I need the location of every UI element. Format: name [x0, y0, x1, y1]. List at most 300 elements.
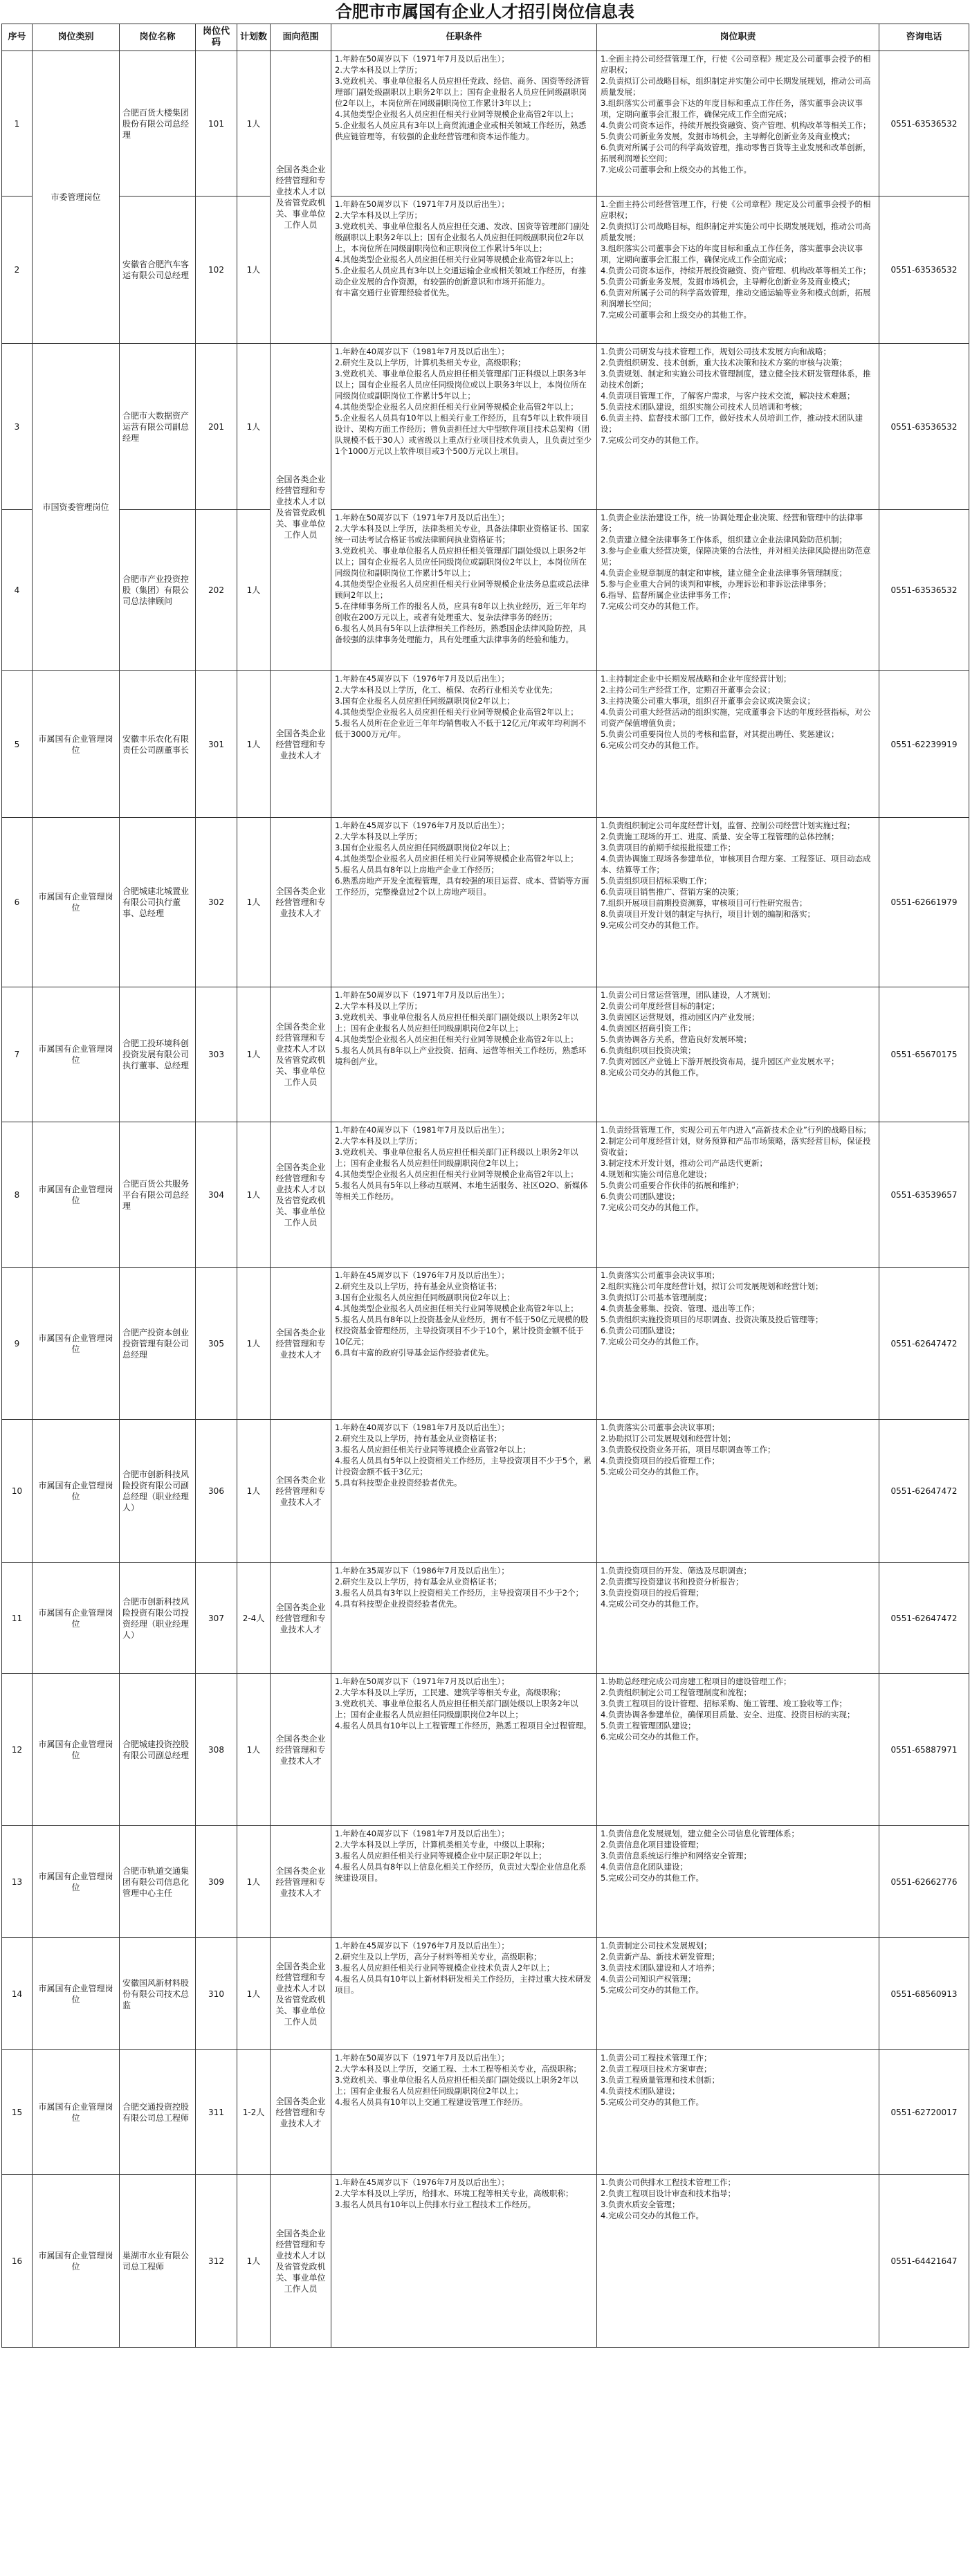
row-category: 市属国有企业管理岗位 — [33, 1826, 120, 1938]
duty-item: 6.负责对所属子公司的科学高效管理，推动零售百货等主业发展和改革创新，拓展利润增长空间； — [601, 143, 871, 163]
duty-item: 4.负责园区招商引资工作； — [601, 1023, 696, 1033]
row-range: 全国各类企业经营管理和专业技术人才以及省管党政机关、事业单位工作人员 — [271, 344, 331, 671]
row-no: 10 — [2, 1420, 33, 1563]
row-range: 全国各类企业经营管理和专业技术人才以及省管党政机关、事业单位工作人员 — [271, 1938, 331, 2050]
row-phone: 0551-63536532 — [879, 510, 969, 671]
row-phone: 0551-62662776 — [879, 1826, 969, 1938]
row-phone: 0551-65887971 — [879, 1674, 969, 1826]
condition-item: 5.报名人员具有8年以上房地产企业工作经历； — [335, 865, 499, 875]
condition-item: 3.报名人员应担任相关行业同等规模企业技术负责人2年以上； — [335, 1963, 555, 1973]
condition-item: 4.其他类型企业报名人员应担任相关行业同等规模企业高管2年以上； — [335, 109, 578, 119]
condition-item: 5.报名人员所在企业近三年年均销售收入不低于12亿元/年或年均利润不低于3000万元/年。 — [335, 718, 586, 739]
duty-item: 2.负责建立健全法律事务工作体系，组织建立企业法律风险防范机制； — [601, 535, 847, 545]
row-code: 312 — [196, 2175, 237, 2348]
row-phone: 0551-62661979 — [879, 818, 969, 987]
row-conditions — [331, 1420, 597, 1563]
row-phone: 0551-64421647 — [879, 2175, 969, 2348]
row-conditions — [331, 818, 597, 987]
condition-item: 1.年龄在50周岁以下（1971年7月及以后出生）； — [335, 1677, 509, 1686]
condition-item: 1.年龄在50周岁以下（1971年7月及以后出生）； — [335, 199, 509, 209]
header-phone: 咨询电话 — [879, 24, 969, 51]
row-category: 市委管理岗位 — [33, 51, 120, 344]
condition-item: 2.研究生及以上学历，计算机类相关专业，高级职称； — [335, 358, 526, 367]
condition-item: 5.企业报名人员应具有3年以上商贸流通企业或相关领域工作经历，熟悉供应链管理等，有较强的企业经营管理和资本运作能力。 — [335, 120, 587, 141]
condition-item: 6.熟悉房地产开发全流程管理，具有较强的项目运营、成本、营销等方面工作经历，完整操盘过2个以上房地产项目。 — [335, 876, 589, 897]
table-row — [2, 1268, 969, 1420]
duty-item: 6.完成公司交办的其他工作。 — [601, 1732, 704, 1742]
row-duties — [597, 1674, 879, 1826]
row-name: 合肥市大数据资产运营有限公司副总经理 — [120, 344, 196, 510]
row-conditions — [331, 1268, 597, 1420]
duty-item: 3.负责园区运营规划，推动园区内产业发展； — [601, 1012, 760, 1022]
duty-item: 6.完成公司交办的其他工作。 — [601, 740, 704, 750]
duty-item: 5.负责组织实施投资项目的尽职调查、投资决策及投后管理等； — [601, 1315, 823, 1324]
duty-item: 5.完成公司交办的其他工作。 — [601, 2097, 704, 2107]
row-count: 1人 — [237, 1122, 271, 1268]
row-duties — [597, 344, 879, 510]
duty-item: 3.负责规划、制定和实施公司技术管理制度，建立健全技术研发管理体系，推动技术创新； — [601, 369, 871, 390]
condition-item: 2.大学本科及以上学历，化工、植保、农药行业相关专业优先； — [335, 685, 558, 695]
row-conditions — [331, 1674, 597, 1826]
duty-item: 1.负责投资项目的开发、筛选及尽职调查； — [601, 1566, 751, 1575]
row-duties — [597, 1122, 879, 1268]
condition-item: 5.企业报名人员具有10年以上相关行业工作经历，且有5年以上软件项目设计、架构方面工作经历；曾负责担任过大中型软件项目技术总架构（团队规模不低于30人）或省级以上重点行业项目技术负责人，且负责过至少1个1000万元以上软件项目或3个500万元以上项目。 — [335, 413, 592, 456]
row-duties — [597, 1938, 879, 2050]
row-phone: 0551-62647472 — [879, 1420, 969, 1563]
duty-item: 3.组织落实公司董事会下达的年度目标和重点工作任务，落实董事会决议事项，定期向董事会汇报工作，确保完成工作全面完成； — [601, 98, 863, 119]
row-name: 合肥市创新科技风险投资有限公司副总经理（职业经理人） — [120, 1420, 196, 1563]
condition-item: 3.报名人员具有3年以上投资相关工作经历，主导投资项目不少于2个； — [335, 1588, 584, 1598]
table-row — [2, 2050, 969, 2175]
condition-item: 3.党政机关、事业单位报名人员应担任相关部门正科级以上职务2年以上；国有企业报名人员应担任同级副职岗位2年以上； — [335, 1147, 578, 1168]
duty-item: 4.负责投资项目的投后管理工作； — [601, 1456, 720, 1465]
row-code: 301 — [196, 671, 237, 818]
duty-item: 4.负责公司重大经营活动的组织实施，完成董事会下达的年度经营指标，对公司资产保值增值负责； — [601, 707, 871, 728]
condition-item: 4.报名人员具有10年以上新材料研发相关工作经历，主持过重大技术研发项目。 — [335, 1974, 592, 1995]
duty-item: 7.完成公司董事会和上级交办的其他工作。 — [601, 310, 751, 320]
row-range: 全国各类企业经营管理和专业技术人才以及省管党政机关、事业单位工作人员 — [271, 1122, 331, 1268]
duty-item: 6.负责项目销售推广、营销方案的决策； — [601, 887, 744, 897]
duty-item: 4.负责信息化团队建设； — [601, 1862, 688, 1872]
duty-item: 5.负责公司重要岗位人员的考核和监督，对其提出聘任、奖惩建议； — [601, 729, 839, 739]
row-duties — [597, 671, 879, 818]
row-phone: 0551-68560913 — [879, 1938, 969, 2050]
duty-item: 8.负责项目开发计划的制定与执行，项目计划的编制和落实； — [601, 909, 815, 919]
duty-item: 3.主持决策公司重大事项，组织召开董事会会议或决策会议； — [601, 696, 815, 706]
duty-item: 4.负责项目管理工作，了解客户需求，与客户技术交流，解决技术难题； — [601, 391, 855, 401]
row-duties — [597, 1420, 879, 1563]
duty-item: 1.负责公司工程技术管理工作； — [601, 2053, 712, 2063]
duty-item: 2.负责工程项目技术方案审查； — [601, 2064, 712, 2074]
row-conditions — [331, 1826, 597, 1938]
duty-item: 7.完成公司交办的其他工作。 — [601, 1203, 704, 1212]
row-conditions — [331, 1563, 597, 1674]
table-row — [2, 1674, 969, 1826]
row-no: 7 — [2, 987, 33, 1122]
jobs-table — [1, 24, 969, 2348]
condition-item: 3.党政机关、事业单位报名人员应担任相关管理部门正科级以上职务3年以上；国有企业报名人员应任同级岗位或以上职务3年以上，本岗位所在同级岗位或副职岗位工作累计5年以上； — [335, 369, 587, 401]
duty-item: 3.负责工程质量管理和技术创新； — [601, 2075, 720, 2085]
duty-item: 3.制定技术开发计划，推动公司产品迭代更新； — [601, 1158, 767, 1168]
duty-item: 2.负责施工现场的开工、进度、质量、安全等工程管理的总体控制； — [601, 832, 839, 841]
row-phone: 0551-63536532 — [879, 197, 969, 344]
condition-item: 4.其他类型企业报名人员应担任相关行业同等规模企业高管2年以上； — [335, 255, 578, 264]
duty-item: 6.指导、监督所属企业法律事务工作； — [601, 590, 735, 600]
row-range: 全国各类企业经营管理和专业技术人才 — [271, 1563, 331, 1674]
row-count: 1人 — [237, 1674, 271, 1826]
condition-item: 1.年龄在45周岁以下（1976年7月及以后出生）； — [335, 1270, 509, 1280]
row-count: 1人 — [237, 1826, 271, 1938]
duty-item: 1.负责组织制定公司年度经营计划，监督、控制公司经营计划实施过程； — [601, 821, 855, 830]
condition-item: 1.年龄在45周岁以下（1976年7月及以后出生）； — [335, 1941, 509, 1951]
row-code: 101 — [196, 51, 237, 197]
row-category: 市属国有企业管理岗位 — [33, 1563, 120, 1674]
duty-item: 1.协助总经理完成公司房建工程项目的建设管理工作； — [601, 1677, 791, 1686]
duty-item: 1.全面主持公司经营管理工作，行使《公司章程》规定及公司董事会授予的相应职权； — [601, 199, 871, 220]
row-category: 市属国有企业管理岗位 — [33, 1938, 120, 2050]
row-name: 合肥市创新科技风险投资有限公司投资经理（职业经理人） — [120, 1563, 196, 1674]
duty-item: 6.负责主持、监督技术部门工作，做好技术人员培训工作，推动技术团队建设； — [601, 413, 863, 434]
row-range: 全国各类企业经营管理和专业技术人才 — [271, 1420, 331, 1563]
row-count: 1人 — [237, 1268, 271, 1420]
row-category: 市属国有企业管理岗位 — [33, 2175, 120, 2348]
header-no: 序号 — [2, 24, 33, 51]
row-duties — [597, 2050, 879, 2175]
row-code: 305 — [196, 1268, 237, 1420]
duty-item: 3.负责股权投资业务开拓，项目尽职调查等工作； — [601, 1445, 776, 1454]
header-code: 岗位代码 — [196, 24, 237, 51]
row-conditions — [331, 1122, 597, 1268]
condition-item: 2.大学本科及以上学历，给排水、环境工程等相关专业，高级职称； — [335, 2189, 574, 2198]
row-phone: 0551-63539657 — [879, 1122, 969, 1268]
row-range: 全国各类企业经营管理和专业技术人才 — [271, 1268, 331, 1420]
condition-item: 5.企业报名人员应具有3年以上交通运输企业或相关领域工作经历，有推动企业发展的合作资源，有较强的创新意识和市场开拓能力。 — [335, 266, 587, 286]
row-name: 合肥城建北城置业有限公司执行董事、总经理 — [120, 818, 196, 987]
row-range: 全国各类企业经营管理和专业技术人才 — [271, 1674, 331, 1826]
condition-item: 5.报名人员具有8年以上产业投资、招商、运营等相关工作经历，熟悉环境科创产业。 — [335, 1045, 587, 1066]
row-name: 合肥交通投资控股有限公司总工程师 — [120, 2050, 196, 2175]
condition-item: 1.年龄在50周岁以下（1971年7月及以后出生）； — [335, 513, 509, 522]
duty-item: 2.负责新产品、新技术研发管理； — [601, 1952, 720, 1962]
row-count: 1人 — [237, 818, 271, 987]
page-title: 合肥市市属国有企业人才招引岗位信息表 — [336, 2, 634, 21]
duty-item: 1.主持制定企业中长期发展战略和企业年度经营计划； — [601, 674, 791, 684]
condition-item: 2.大学本科及以上学历； — [335, 1136, 422, 1146]
row-count: 1人 — [237, 51, 271, 197]
condition-item: 1.年龄在45周岁以下（1976年7月及以后出生）； — [335, 2177, 509, 2187]
row-no: 1 — [2, 51, 33, 197]
duty-item: 1.负责公司供排水工程技术管理工作； — [601, 2177, 735, 2187]
duty-item: 3.负责项目的前期手续报批报建工作； — [601, 843, 735, 852]
duty-item: 5.完成公司交办的其他工作。 — [601, 1467, 704, 1477]
duty-item: 5.负责技术团队建设，组织实施公司技术人员培训和考核； — [601, 402, 807, 412]
condition-item: 2.研究生及以上学历，持有基金从业资格证书； — [335, 1577, 502, 1587]
row-no: 15 — [2, 2050, 33, 2175]
row-category: 市属国有企业管理岗位 — [33, 1674, 120, 1826]
duty-item: 1.负责公司研发与技术管理工作，规划公司技术发展方向和战略； — [601, 347, 831, 356]
duty-item: 7.完成公司交办的其他工作。 — [601, 435, 704, 445]
condition-item: 5.报名人员具有5年以上移动互联网、本地生活服务、社区O2O、新媒体等相关工作经历。 — [335, 1180, 588, 1201]
row-code: 307 — [196, 1563, 237, 1674]
table-row — [2, 344, 969, 510]
condition-item: 3.党政机关、事业单位报名人员应担任党政、经信、商务、国资等经济管理部门副处级副职以上职务2年以上；国有企业报名人员应任同级副职岗位2年以上，本岗位所在同级副职岗位工作累计3年以上； — [335, 76, 589, 108]
row-category: 市国资委管理岗位 — [33, 344, 120, 671]
header-name: 岗位名称 — [120, 24, 196, 51]
row-category: 市属国有企业管理岗位 — [33, 1420, 120, 1563]
table-row — [2, 510, 969, 671]
row-no: 13 — [2, 1826, 33, 1938]
duty-item: 2.负责组织研发、技术创新，重大技术决策和技术方案的审核与决策； — [601, 358, 847, 367]
row-name: 合肥工投环境科创投资发展有限公司执行董事、总经理 — [120, 987, 196, 1122]
row-code: 309 — [196, 1826, 237, 1938]
row-category: 市属国有企业管理岗位 — [33, 987, 120, 1122]
row-code: 202 — [196, 510, 237, 671]
duty-item: 1.负责制定公司技术发展规划； — [601, 1941, 712, 1951]
row-duties — [597, 51, 879, 197]
row-code: 306 — [196, 1420, 237, 1563]
row-duties — [597, 1563, 879, 1674]
row-no: 14 — [2, 1938, 33, 2050]
row-name: 安徽国风新材料股份有限公司技术总监 — [120, 1938, 196, 2050]
duty-item: 7.组织开展项目前期投资测算，审核项目可行性研究报告； — [601, 898, 807, 908]
duty-item: 5.负责协调各方关系，营造良好发展环境； — [601, 1034, 751, 1044]
condition-item: 5.具有科技型企业投资经验者优先。 — [335, 1478, 462, 1488]
condition-item: 4.其他类型企业报名人员应担任相关行业同等规模企业高管2年以上； — [335, 854, 578, 864]
duty-item: 5.负责工程管理团队建设； — [601, 1721, 696, 1730]
duty-item: 8.完成公司交办的其他工作。 — [601, 1068, 704, 1077]
duty-item: 4.完成公司交办的其他工作。 — [601, 1599, 704, 1609]
table-row — [2, 671, 969, 818]
condition-item: 2.大学本科及以上学历； — [335, 65, 422, 75]
duty-item: 2.制定公司年度经营计划，财务预算和产品市场策略，落实经营目标，保证投资收益； — [601, 1136, 871, 1157]
row-name: 合肥百货公共服务平台有限公司总经理 — [120, 1122, 196, 1268]
row-no: 8 — [2, 1122, 33, 1268]
condition-item: 2.研究生及以上学历，持有基金从业资格证书； — [335, 1434, 502, 1443]
condition-item: 3.国有企业报名人员应担任同级副职岗位2年以上； — [335, 843, 515, 852]
condition-item: 4.报名人员具有10年以上工程管理工作经历，熟悉工程项目全过程管理。 — [335, 1721, 592, 1730]
duty-item: 4.规划和实施公司信息化建设； — [601, 1169, 712, 1179]
row-range: 全国各类企业经营管理和专业技术人才以及省管党政机关、事业单位工作人员 — [271, 51, 331, 344]
header-count: 计划数 — [237, 24, 271, 51]
condition-item: 3.国有企业报名人员应担任同级副职岗位2年以上； — [335, 696, 515, 706]
duty-item: 2.负责组织制定公司工程管理制度和流程； — [601, 1688, 751, 1697]
row-conditions — [331, 987, 597, 1122]
header-conditions: 任职条件 — [331, 24, 597, 51]
row-phone: 0551-65670175 — [879, 987, 969, 1122]
row-name: 合肥市产业投资控股（集团）有限公司总法律顾问 — [120, 510, 196, 671]
row-code: 302 — [196, 818, 237, 987]
condition-item: 3.党政机关、事业单位报名人员应担任相关管理部门副处级以上职务2年以上；国有企业报名人员应任同级岗位或副职岗位2年以上，本岗位所在同级岗位和副职岗位工作累计5年以上； — [335, 546, 587, 578]
row-no: 11 — [2, 1563, 33, 1674]
duty-item: 4.负责协调各参建单位，确保项目质量、安全、进度、投资目标的实现； — [601, 1710, 855, 1719]
duty-item: 4.负责技术团队建设； — [601, 2086, 680, 2096]
duty-item: 2.负责公司年度经营目标的制定； — [601, 1001, 720, 1011]
duty-item: 3.负责拟订公司基本管理制度； — [601, 1292, 712, 1302]
condition-item: 有丰富交通行业管理经验者优先。 — [335, 288, 455, 298]
table-row — [2, 51, 969, 197]
duty-item: 4.负责基金募集、投资、管理、退出等工作； — [601, 1304, 760, 1313]
condition-item: 5.在律师事务所工作的报名人员，应具有8年以上执业经历，近三年年均创收在200万元以上，或者有处理重大、复杂法律事务的经历； — [335, 601, 587, 622]
condition-item: 2.研究生及以上学历，高分子材料等相关专业，高级职称； — [335, 1952, 542, 1962]
condition-item: 3.党政机关、事业单位报名人员应担任相关部门副处级以上职务2年以上；国有企业报名人员应担任同级副职岗位2年以上； — [335, 2075, 578, 2096]
duty-item: 1.负责公司日常运营管理，团队建设，人才规划； — [601, 990, 776, 1000]
row-conditions — [331, 197, 597, 344]
row-conditions — [331, 344, 597, 510]
table-row — [2, 197, 969, 344]
duty-item: 6.负责组织项目投资决策； — [601, 1045, 696, 1055]
condition-item: 1.年龄在40周岁以下（1981年7月及以后出生）； — [335, 1829, 509, 1838]
condition-item: 4.报名人员具有5年以上投资相关工作经历，主导投资项目不少于5个，累计投资金额不低于3亿元； — [335, 1456, 592, 1477]
row-category: 市属国有企业管理岗位 — [33, 1122, 120, 1268]
row-range: 全国各类企业经营管理和专业技术人才 — [271, 1826, 331, 1938]
row-count: 1人 — [237, 671, 271, 818]
row-range: 全国各类企业经营管理和专业技术人才 — [271, 2050, 331, 2175]
row-duties — [597, 1268, 879, 1420]
row-code: 310 — [196, 1938, 237, 2050]
row-name: 安徽省合肥汽车客运有限公司总经理 — [120, 197, 196, 344]
condition-item: 3.党政机关、事业单位报名人员应担任交通、发改、国资等管理部门副处级副职以上职务2年以上；国有企业报名人员应担任同级副职岗位2年以上，本岗位所在同级副职岗位和正职岗位工作累计5年以上； — [335, 221, 589, 253]
duty-item: 3.负责投资项目的投后管理； — [601, 1588, 704, 1598]
duty-item: 7.完成公司交办的其他工作。 — [601, 1337, 704, 1346]
row-code: 308 — [196, 1674, 237, 1826]
duty-item: 2.负责撰写投资建议书和投资分析报告； — [601, 1577, 744, 1587]
duty-item: 2.主持公司生产经营工作，定期召开董事会会议； — [601, 685, 776, 695]
condition-item: 5.报名人员具有8年以上投资基金从业经历，拥有不低于50亿元规模的股权投资基金管理经历，主导投资项目不少于10个，累计投资金额不低于10亿元； — [335, 1315, 589, 1346]
table-row — [2, 1938, 969, 2050]
row-duties — [597, 197, 879, 344]
condition-item: 2.大学本科及以上学历，法律类相关专业，具备法律职业资格证书、国家统一司法考试合格证书或法律顾问执业资格证书； — [335, 524, 589, 545]
condition-item: 6.具有丰富的政府引导基金运作经验者优先。 — [335, 1348, 494, 1358]
duty-item: 4.负责公司资本运作，持续开展投资融资、资产管理、机构改革等相关工作； — [601, 120, 871, 130]
condition-item: 3.报名人员应担任相关行业同等规模企业中层正职2年以上； — [335, 1851, 547, 1861]
row-code: 201 — [196, 344, 237, 510]
row-code: 311 — [196, 2050, 237, 2175]
row-conditions — [331, 510, 597, 671]
duty-item: 2.负责工程项目设计审查和技术指导； — [601, 2189, 735, 2198]
condition-item: 3.党政机关、事业单位报名人员应担任相关部门副处级以上职务2年以上；国有企业报名人员应担任同级副职岗位2年以上； — [335, 1012, 578, 1033]
duty-item: 5.负责公司新业务发展，发掘市场机会，主导孵化创新业务及商业模式； — [601, 277, 855, 286]
row-duties — [597, 2175, 879, 2348]
row-phone: 0551-62647472 — [879, 1268, 969, 1420]
row-phone: 0551-63536532 — [879, 344, 969, 510]
condition-item: 4.其他类型企业报名人员应担任相关行业同等规模企业高管2年以上； — [335, 1034, 578, 1044]
table-row — [2, 1826, 969, 1938]
duty-item: 4.负责企业规章制度的制定和审核，建立健全企业法律事务管理制度； — [601, 568, 847, 578]
row-duties — [597, 1826, 879, 1938]
condition-item: 2.大学本科及以上学历； — [335, 1001, 422, 1011]
row-count: 2-4人 — [237, 1563, 271, 1674]
duty-item: 1.全面主持公司经营管理工作，行使《公司章程》规定及公司董事会授予的相应职权； — [601, 54, 871, 75]
row-count: 1-2人 — [237, 2050, 271, 2175]
duty-item: 3.参与企业重大经营决策，保障决策的合法性，并对相关法律风险提出防范意见； — [601, 546, 871, 567]
duty-item: 4.负责公司知识产权管理； — [601, 1974, 696, 1984]
duty-item: 1.负责经营管理工作，实现公司五年内进入“高新技术企业”行列的战略目标； — [601, 1125, 871, 1135]
duty-item: 2.负责拟订公司战略目标，组织制定并实施公司中长期发展规划，推动公司高质量发展； — [601, 76, 871, 97]
duty-item: 6.负责对所属子公司的科学高效管理，推动交通运输等业务和模式创新，拓展利润增长空间； — [601, 288, 871, 309]
condition-item: 1.年龄在50周岁以下（1971年7月及以后出生）； — [335, 990, 509, 1000]
row-category: 市属国有企业管理岗位 — [33, 2050, 120, 2175]
row-conditions — [331, 1938, 597, 2050]
duty-item: 1.负责企业法治建设工作，统一协调处理企业决策、经营和管理中的法律事务； — [601, 513, 863, 533]
header-category: 岗位类别 — [33, 24, 120, 51]
row-phone: 0551-62239919 — [879, 671, 969, 818]
row-phone: 0551-62720017 — [879, 2050, 969, 2175]
row-range: 全国各类企业经营管理和专业技术人才 — [271, 671, 331, 818]
row-no: 9 — [2, 1268, 33, 1420]
row-range: 全国各类企业经营管理和专业技术人才 — [271, 818, 331, 987]
condition-item: 3.国有企业报名人员应担任同级副职岗位2年以上； — [335, 1292, 515, 1302]
condition-item: 1.年龄在45周岁以下（1976年7月及以后出生）； — [335, 674, 509, 684]
duty-item: 5.完成公司交办的其他工作。 — [601, 1873, 704, 1883]
duty-item: 1.负责落实公司董事会决议事项； — [601, 1423, 720, 1432]
condition-item: 2.大学本科及以上学历，工民建、建筑学等相关专业，高级职称； — [335, 1688, 565, 1697]
row-name: 合肥市轨道交通集团有限公司信息化管理中心主任 — [120, 1826, 196, 1938]
condition-item: 6.报名人员具有5年以上法律相关工作经历，熟悉国企法律风险防控，具备较强的法律事务处理能力，具有处理重大法律事务的经验和能力。 — [335, 623, 587, 644]
table-row — [2, 987, 969, 1122]
condition-item: 4.具有科技型企业投资经验者优先。 — [335, 1599, 462, 1609]
row-code: 303 — [196, 987, 237, 1122]
row-code: 304 — [196, 1122, 237, 1268]
row-count: 1人 — [237, 510, 271, 671]
row-category: 市属国有企业管理岗位 — [33, 671, 120, 818]
row-no: 2 — [2, 197, 33, 344]
row-category: 市属国有企业管理岗位 — [33, 818, 120, 987]
row-count: 1人 — [237, 1938, 271, 2050]
condition-item: 3.党政机关、事业单位报名人员应担任相关部门副处级以上职务2年以上；国有企业报名人员应担任同级副职岗位2年以上； — [335, 1699, 578, 1719]
condition-item: 1.年龄在45周岁以下（1976年7月及以后出生）； — [335, 821, 509, 830]
duty-item: 4.完成公司交办的其他工作。 — [601, 2211, 704, 2220]
condition-item: 4.其他类型企业报名人员应担任相关行业同等规模企业高管2年以上； — [335, 402, 578, 412]
duty-item: 9.完成公司交办的其他工作。 — [601, 920, 704, 930]
duty-item: 2.负责拟订公司战略目标，组织制定并实施公司中长期发展规划，推动公司高质量发展； — [601, 221, 871, 242]
duty-item: 3.负责信息系统运行维护和网络安全管理； — [601, 1851, 751, 1861]
duty-item: 6.负责公司团队建设； — [601, 1326, 680, 1335]
table-header-row — [2, 24, 969, 51]
condition-item: 2.大学本科及以上学历； — [335, 210, 422, 220]
row-count: 1人 — [237, 344, 271, 510]
header-duties: 岗位职责 — [597, 24, 879, 51]
row-count: 1人 — [237, 197, 271, 344]
duty-item: 2.协助拟订公司发展规划和经营计划； — [601, 1434, 735, 1443]
row-count: 1人 — [237, 1420, 271, 1563]
duty-item: 3.组织落实公司董事会下达的年度目标和重点工作任务，落实董事会决议事项，定期向董事会汇报工作，确保完成工作全面完成； — [601, 244, 863, 264]
row-duties — [597, 510, 879, 671]
row-phone: 0551-62647472 — [879, 1563, 969, 1674]
row-conditions — [331, 671, 597, 818]
row-no: 5 — [2, 671, 33, 818]
row-range: 全国各类企业经营管理和专业技术人才以及省管党政机关、事业单位工作人员 — [271, 2175, 331, 2348]
row-no: 12 — [2, 1674, 33, 1826]
row-count: 1人 — [237, 987, 271, 1122]
duty-item: 3.负责工程项目的设计管理、招标采购、施工管理、竣工验收等工作； — [601, 1699, 847, 1708]
table-body — [2, 51, 969, 2348]
row-name: 合肥产投资本创业投资管理有限公司总经理 — [120, 1268, 196, 1420]
condition-item: 2.大学本科及以上学历； — [335, 832, 422, 841]
condition-item: 4.其他类型企业报名人员应担任相关行业同等规模企业法务总监或总法律顾问2年以上； — [335, 579, 589, 600]
row-count: 1人 — [237, 2175, 271, 2348]
row-duties — [597, 987, 879, 1122]
condition-item: 2.大学本科及以上学历，交通工程、土木工程等相关专业，高级职称； — [335, 2064, 581, 2074]
condition-item: 4.其他类型企业报名人员应担任相关行业同等规模企业高管2年以上； — [335, 1304, 578, 1313]
duty-item: 5.完成公司交办的其他工作。 — [601, 1985, 704, 1995]
condition-item: 2.大学本科及以上学历，计算机类相关专业，中级以上职称； — [335, 1840, 549, 1849]
row-no: 4 — [2, 510, 33, 671]
duty-item: 5.负责组织项目招标采购工作； — [601, 876, 712, 886]
condition-item: 1.年龄在50周岁以下（1971年7月及以后出生）； — [335, 54, 509, 64]
condition-item: 1.年龄在40周岁以下（1981年7月及以后出生）； — [335, 347, 509, 356]
condition-item: 1.年龄在35周岁以下（1986年7月及以后出生）； — [335, 1566, 509, 1575]
row-no: 6 — [2, 818, 33, 987]
